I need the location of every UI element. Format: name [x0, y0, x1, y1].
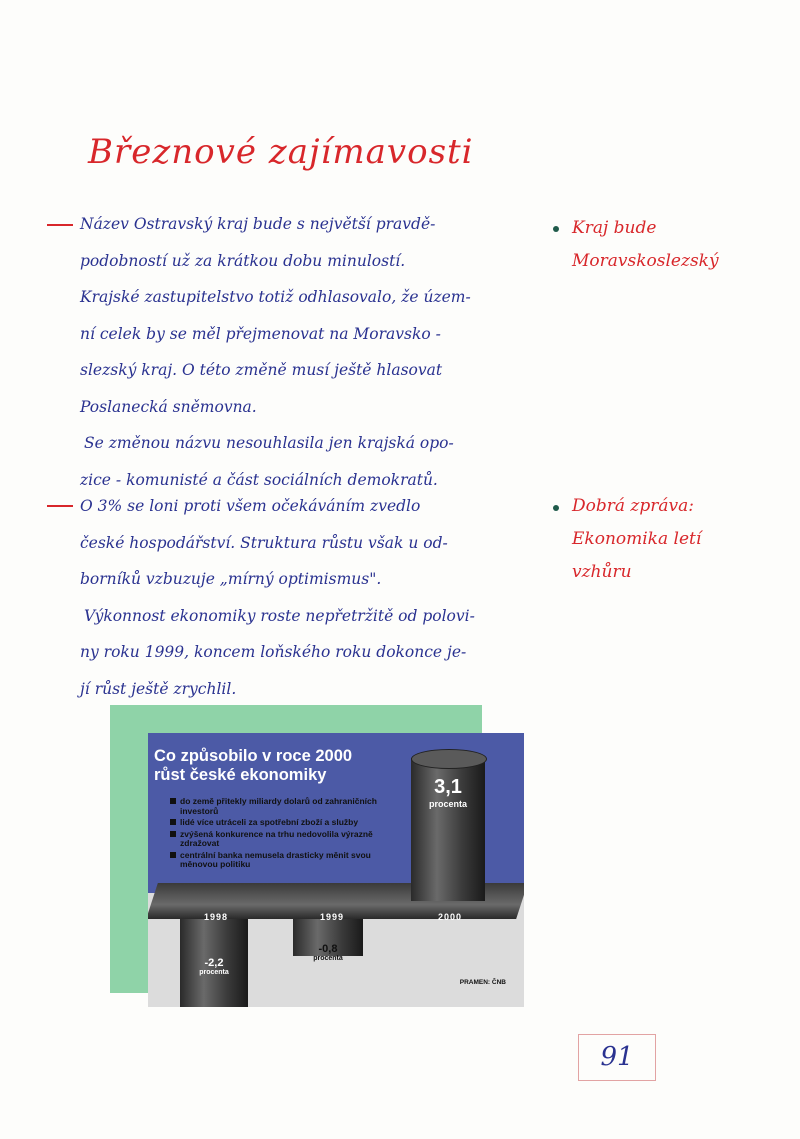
- clipping-source: PRAMEN: ČNB: [459, 979, 506, 986]
- side-note-line: Moravskoslezský: [572, 251, 719, 271]
- year-label-1998: 1998: [204, 912, 229, 922]
- side-note-economy: [572, 490, 701, 589]
- side-note-line: Dobrá zpráva:: [572, 496, 694, 516]
- bar-unit: procenta: [428, 799, 467, 810]
- clipping-reason-list: [170, 797, 410, 872]
- square-bullet-icon: [170, 831, 176, 837]
- text-line: ní celek by se měl přejmenovat na Moravsko -: [80, 324, 441, 343]
- list-item: [170, 797, 410, 816]
- square-bullet-icon: [170, 852, 176, 858]
- side-note-region: [572, 212, 719, 278]
- clipping-title-line: Co způsobilo v roce 2000: [154, 747, 353, 765]
- list-item-text: zvýšená konkurence na trhu nedovolila výrazně zdražovat: [180, 828, 373, 848]
- bar-value-label: [293, 943, 363, 962]
- list-item-text: lidé více utráceli za spotřební zboží a služby: [180, 817, 359, 827]
- text-line: Se změnou názvu nesouhlasila jen krajská opo-: [84, 434, 454, 452]
- bar-value-label: [411, 776, 485, 809]
- side-note-bullet: [553, 226, 559, 232]
- text-line: Název Ostravský kraj bude s největší pravdě-: [80, 215, 436, 233]
- text-line: borníků vzbuzuje „mírný optimismus".: [80, 570, 382, 588]
- bar-value-label: [180, 957, 248, 976]
- paragraph-ostrava: [80, 206, 471, 498]
- bar-value: -0,8: [318, 943, 338, 955]
- page-number: 91: [578, 1034, 656, 1081]
- clipping-title: [154, 747, 352, 785]
- year-label-1999: 1999: [320, 912, 345, 922]
- list-item: [170, 830, 410, 849]
- list-item: [170, 851, 410, 870]
- clipping-title-line: růst české ekonomiky: [154, 766, 327, 784]
- side-note-line: Ekonomika letí: [572, 529, 702, 549]
- text-line: Poslanecká sněmovna.: [80, 397, 257, 416]
- list-item: [170, 818, 410, 828]
- year-label-2000: 2000: [438, 912, 463, 922]
- side-note-line: Kraj bude: [572, 218, 657, 238]
- square-bullet-icon: [170, 819, 176, 825]
- list-item-text: centrální banka nemusela drasticky měnit svou měnovou politiku: [180, 849, 371, 869]
- newspaper-clipping: [148, 733, 524, 1007]
- text-line: jí růst ještě zrychlil.: [80, 679, 237, 698]
- bar-unit: procenta: [199, 969, 229, 976]
- text-line: zice - komunisté a část sociálních demokratů.: [80, 470, 438, 489]
- text-line: O 3% se loni proti všem očekáváním zvedlo: [80, 497, 421, 515]
- page-title: Březnové zajímavosti: [88, 132, 474, 172]
- bar-unit: procenta: [313, 955, 343, 962]
- text-line: slezský kraj. O této změně musí ještě hlasovat: [80, 361, 443, 379]
- text-line: české hospodářství. Struktura růstu však u od-: [80, 533, 448, 552]
- square-bullet-icon: [170, 798, 176, 804]
- side-note-line: vzhůru: [572, 562, 632, 582]
- bar-value: 3,1: [434, 776, 462, 799]
- section-dash: [47, 224, 73, 226]
- paragraph-economy: [80, 488, 475, 707]
- list-item-text: do země přitekly miliardy dolarů od zahraničních investorů: [180, 796, 377, 816]
- section-dash: [47, 505, 73, 507]
- text-line: ny roku 1999, koncem loňského roku dokonce je-: [80, 643, 467, 661]
- text-line: Výkonnost ekonomiky roste nepřetržitě od polovi-: [84, 606, 475, 625]
- text-line: Krajské zastupitelstvo totiž odhlasovalo, že územ-: [80, 288, 471, 306]
- side-note-bullet: [553, 505, 559, 511]
- text-line: podobností už za krátkou dobu minulostí.: [80, 251, 406, 270]
- bar-value: -2,2: [204, 957, 224, 969]
